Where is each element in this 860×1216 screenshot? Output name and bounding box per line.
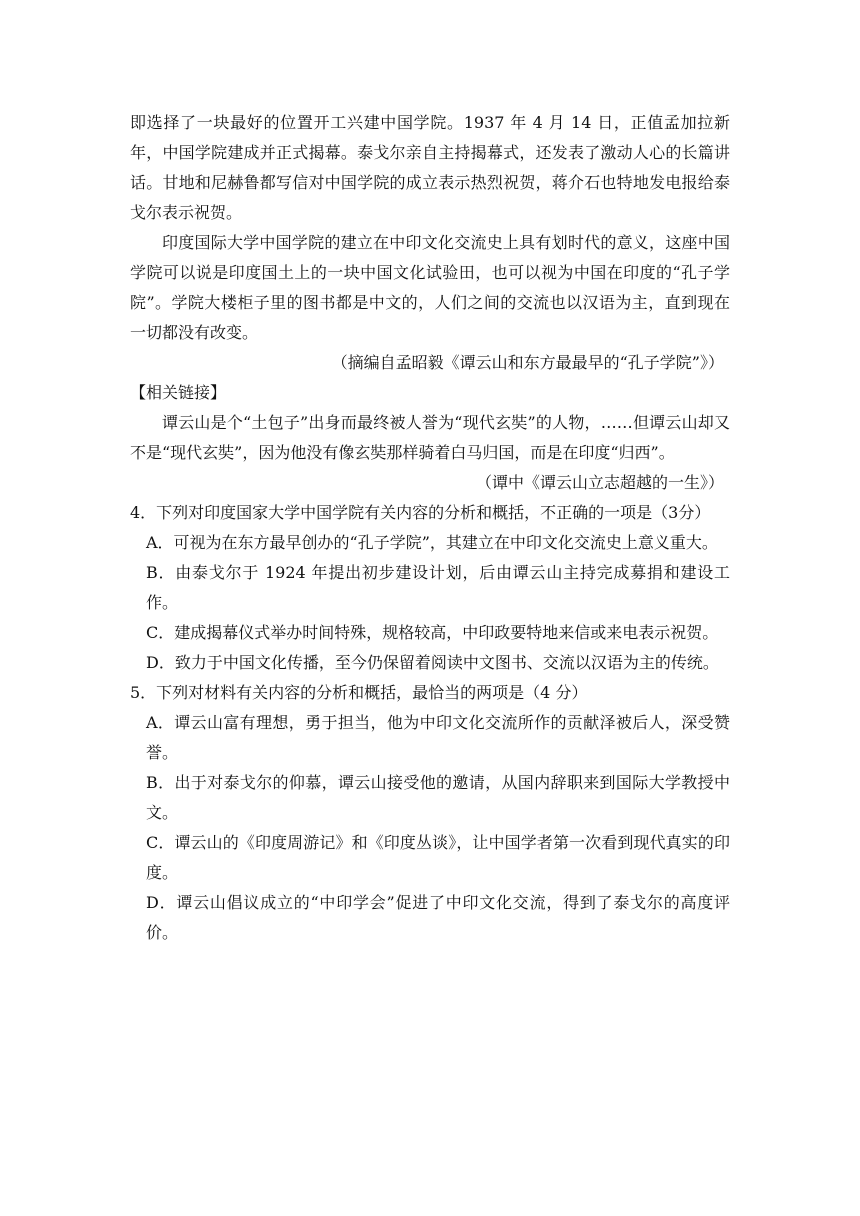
document-page xyxy=(130,108,730,948)
question-5-option-c: C．谭云山的《印度周游记》和《印度丛谈》，让中国学者第一次看到现代真实的印度。 xyxy=(146,833,730,882)
question-4-stem: 4．下列对印度国家大学中国学院有关内容的分析和概括，不正确的一项是（3分） xyxy=(130,503,711,522)
question-4-option-c: C．建成揭幕仪式举办时间特殊，规格较高，中印政要特地来信或来电表示祝贺。 xyxy=(146,623,719,642)
question-4-option-d: D．致力于中国文化传播，至今仍保留着阅读中文图书、交流以汉语为主的传统。 xyxy=(146,653,719,672)
passage-source: （摘编自孟昭毅《谭云山和东方最最早的“孔子学院”》） xyxy=(331,353,724,372)
question-5 xyxy=(130,678,730,948)
question-5-option-b: B．出于对泰戈尔的仰慕，谭云山接受他的邀请，从国内辞职来到国际大学教授中文。 xyxy=(146,773,730,822)
question-5-option-d: D．谭云山倡议成立的“中印学会”促进了中印文化交流，得到了泰戈尔的高度评价。 xyxy=(146,893,730,942)
question-5-option-a: A．谭云山富有理想，勇于担当，他为中印文化交流所作的贡献泽被后人，深受赞誉。 xyxy=(146,713,730,762)
question-5-stem: 5．下列对材料有关内容的分析和概括，最恰当的两项是（4 分） xyxy=(130,683,588,702)
related-link-heading: 【相关链接】 xyxy=(130,383,227,402)
related-link-source: （谭中《谭云山立志超越的一生》） xyxy=(475,473,724,492)
passage-paragraph-2: 印度国际大学中国学院的建立在中印文化交流史上具有划时代的意义，这座中国学院可以说是印度国土上的一块中国文化试验田，也可以视为中国在印度的“孔子学院”。学院大楼柜子里的图书都是中文的，人们之间的交流也以汉语为主，直到现在一切都没有改变。 xyxy=(130,233,730,342)
question-4-option-a: A．可视为在东方最早创办的“孔子学院”，其建立在中印文化交流史上意义重大。 xyxy=(146,533,718,552)
question-4-option-b: B．由泰戈尔于 1924 年提出初步建设计划，后由谭云山主持完成募捐和建设工作。 xyxy=(146,563,730,612)
question-4 xyxy=(130,498,730,678)
passage-paragraph-1: 即选择了一块最好的位置开工兴建中国学院。1937 年 4 月 14 日，正值孟加拉新年，中国学院建成并正式揭幕。泰戈尔亲自主持揭幕式，还发表了激动人心的长篇讲话。甘地和尼赫鲁都写信对中国学院的成立表示热烈祝贺，蒋介石也特地发电报给泰戈尔表示祝贺。 xyxy=(130,113,730,222)
related-link-paragraph: 谭云山是个“土包子”出身而最终被人誉为“现代玄奘”的人物，……但谭云山却又不是“现代玄奘”，因为他没有像玄奘那样骑着白马归国，而是在印度“归西”。 xyxy=(130,413,730,462)
